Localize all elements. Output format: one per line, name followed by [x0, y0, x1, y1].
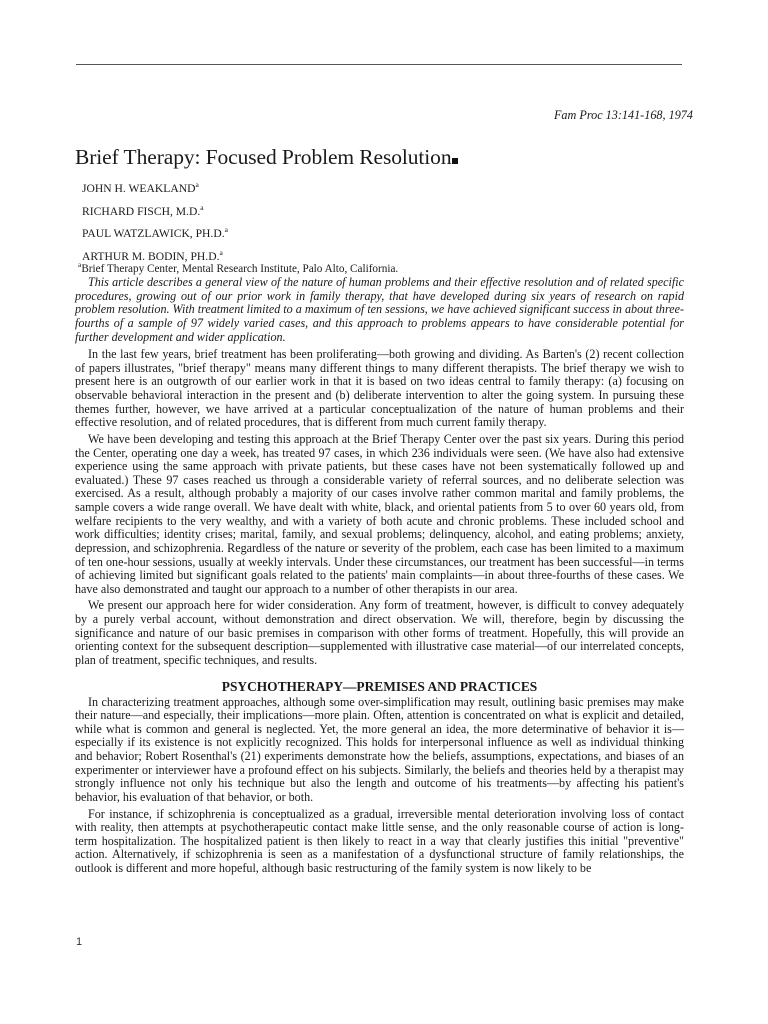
- article-title: [75, 143, 458, 171]
- title-end-mark: [452, 158, 458, 164]
- author-item: [82, 197, 228, 220]
- author-affiliation-mark: a: [219, 247, 223, 257]
- author-list: [82, 174, 228, 264]
- affiliation-text: Brief Therapy Center, Mental Research Institute, Palo Alto, California.: [81, 263, 399, 275]
- section-heading: PSYCHOTHERAPY—PREMISES AND PRACTICES: [221, 678, 538, 694]
- body-paragraph: In the last few years, brief treatment has been proliferating—both growing and dividing. As Barten's (2) recent collection of papers illustrates, "brief therapy" means many different things to many different therapists. The brief therapy we wish to present here is an outgrowth of our earlier work in that it is based on two ideas central to family therapy: (a) focusing on observable behavioral interaction in the present and (b) deliberate intervention to alter the going system. In pursuing these themes further, however, we have arrived at a particular conceptualization of the nature of human problems and their effective resolution, and of related procedures, that is different from much current family therapy.: [75, 347, 684, 430]
- article-body: [75, 276, 684, 879]
- body-paragraph: We present our approach here for wider consideration. Any form of treatment, however, is difficult to convey adequately by a purely verbal account, without demonstration and direct observation. We will, therefore, begin by discussing the significance and nature of our basic premises in comparison with other forms of treatment. Hopefully, this will provide an orienting context for the subsequent description—supplemented with illustrative case material—of our interrelated concepts, plan of treatment, specific techniques, and results.: [75, 598, 684, 667]
- page-number: 1: [76, 936, 83, 948]
- author-name: JOHN H. WEAKLAND: [82, 182, 196, 195]
- body-paragraph: We have been developing and testing this approach at the Brief Therapy Center over the past six years. During this period the Center, operating one day a week, has treated 97 cases, in which 236 individuals were seen. (We have also had extensive experience using the same approach with private patients, but these cases have not been systematically followed up and evaluated.) These 97 cases reached us through a considerable variety of referral sources, and no deliberate selection was exercised. As a result, although probably a majority of our cases involve rather common marital and family problems, the sample covers a wide range overall. We have dealt with white, black, and oriental patients from 5 to over 60 years old, from welfare recipients to the very wealthy, and with a variety of both acute and chronic problems. These included school and work difficulties; identity crises; marital, family, and sexual problems; delinquency, alcohol, and eating problems; anxiety, depression, and schizophrenia. Regardless of the nature or severity of the problem, each case has been limited to a maximum of ten one-hour sessions, usually at weekly intervals. Under these circumstances, our treatment has been successful—in terms of achieving limited but significant goals related to the patients' main complaints—in about three-fourths of these cases. We have also demonstrated and taught our approach to a number of other therapists in our area.: [75, 431, 684, 596]
- author-affiliation-mark: a: [195, 180, 199, 189]
- body-paragraph: For instance, if schizophrenia is conceptualized as a gradual, irreversible mental deterioration involving loss of contact with reality, then attempts at psychotherapeutic contact make little sense, and the only reasonable course of action is long-term hospitalization. The hospitalized patient is then likely to react in a way that clearly justifies this initial "preventive" action. Alternatively, if schizophrenia is seen as a manifestation of a dysfunctional structure of family relationships, the outlook is different and more hopeful, although basic restructuring of the family system is now likely to be: [75, 806, 684, 875]
- author-affiliation-mark: a: [200, 202, 204, 212]
- journal-citation: Fam Proc 13:141-168, 1974: [553, 108, 693, 122]
- affiliation-mark: a: [78, 260, 82, 269]
- header-rule: [76, 64, 682, 65]
- author-item: [82, 174, 228, 197]
- body-paragraph: In characterizing treatment approaches, although some over-simplification may result, outlining basic premises may make their nature—and especially, their implications—more plain. Often, attention is concentrated on what is explicit and detailed, while what is common and general is neglected. Yet, the more general an idea, the more determinative of behavior it is—especially if its existence is not explicitly recognized. This holds for interpersonal influence as well as individual thinking and behavior; Robert Rosenthal's (21) experiments demonstrate how the beliefs, assumptions, expectations, and biases of an experimenter or interviewer have a profound effect on his subjects. Similarly, the beliefs and theories held by a therapist may strongly influence not only his technique but also the length and outcome of his treatments—by affecting his patient's behavior, his evaluation of that behavior, or both.: [75, 694, 684, 804]
- author-name: PAUL WATZLAWICK, PH.D.: [82, 227, 225, 241]
- author-name: ARTHUR M. BODIN, PH.D.: [82, 249, 220, 263]
- author-affiliation-mark: a: [224, 225, 228, 235]
- author-item: [82, 219, 228, 242]
- affiliation-note: [78, 260, 398, 275]
- abstract: This article describes a general view of the nature of human problems and their effective resolution and of related specific procedures, growing out of our prior work in family therapy, that have developed during six years of research on rapid problem resolution. With treatment limited to a maximum of ten sessions, we have achieved significant success in about three-fourths of a sample of 97 widely varied cases, and this approach to problems appears to have considerable potential for further development and wider application.: [75, 275, 684, 344]
- article-title-text: Brief Therapy: Focused Problem Resolution: [75, 145, 452, 169]
- author-name: RICHARD FISCH, M.D.: [82, 204, 201, 218]
